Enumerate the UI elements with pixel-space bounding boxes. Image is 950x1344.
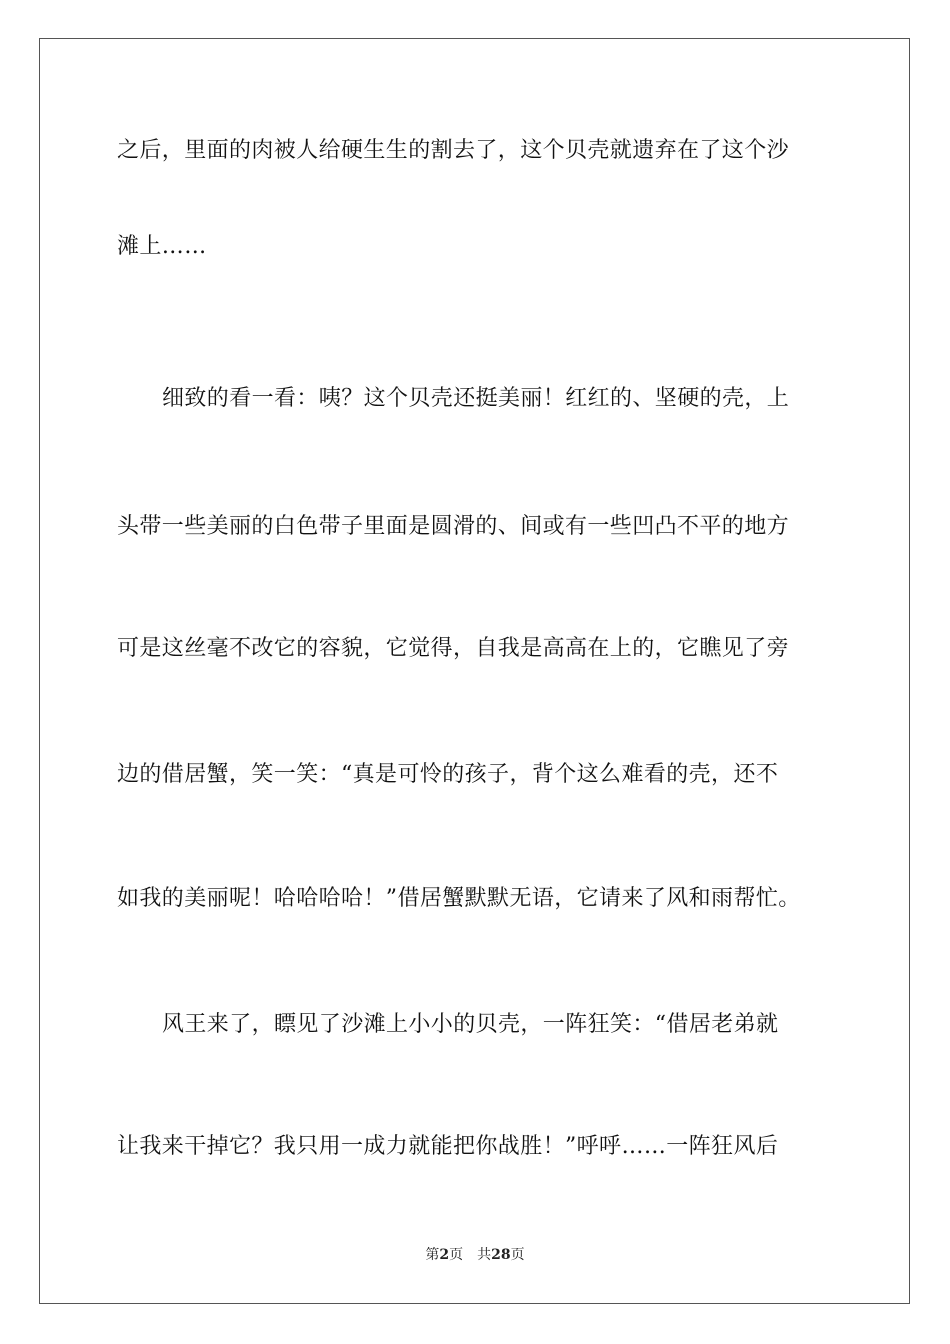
page-footer	[0, 1246, 950, 1264]
page-number: 2	[439, 1247, 450, 1263]
paragraph-start-line: 风王来了，瞟见了沙滩上小小的贝壳，一阵狂笑：“借居老弟就	[162, 1012, 779, 1037]
text-line: 如我的美丽呢！哈哈哈哈！”借居蟹默默无语，它请来了风和雨帮忙。	[117, 886, 801, 911]
page-suffix: 页	[449, 1247, 464, 1263]
text-line: 头带一些美丽的白色带子里面是圆滑的、间或有一些凹凸不平的地方	[117, 514, 790, 539]
text-line: 之后，里面的肉被人给硬生生的割去了，这个贝壳就遗弃在了这个沙	[117, 138, 790, 163]
text-line: 可是这丝毫不改它的容貌，它觉得，自我是高高在上的，它瞧见了旁	[117, 636, 790, 661]
text-line: 边的借居蟹，笑一笑：“真是可怜的孩子，背个这么难看的壳，还不	[117, 762, 779, 787]
text-line: 滩上……	[117, 234, 207, 259]
total-pages: 28	[491, 1247, 511, 1263]
page-prefix: 第	[425, 1247, 440, 1263]
page-border	[39, 38, 910, 1304]
total-suffix: 页	[510, 1247, 525, 1263]
text-line: 让我来干掉它？我只用一成力就能把你战胜！”呼呼……一阵狂风后	[117, 1134, 779, 1159]
total-prefix: 共	[477, 1247, 492, 1263]
paragraph-start-line: 细致的看一看：咦？这个贝壳还挺美丽！红红的、坚硬的壳，上	[162, 386, 790, 411]
